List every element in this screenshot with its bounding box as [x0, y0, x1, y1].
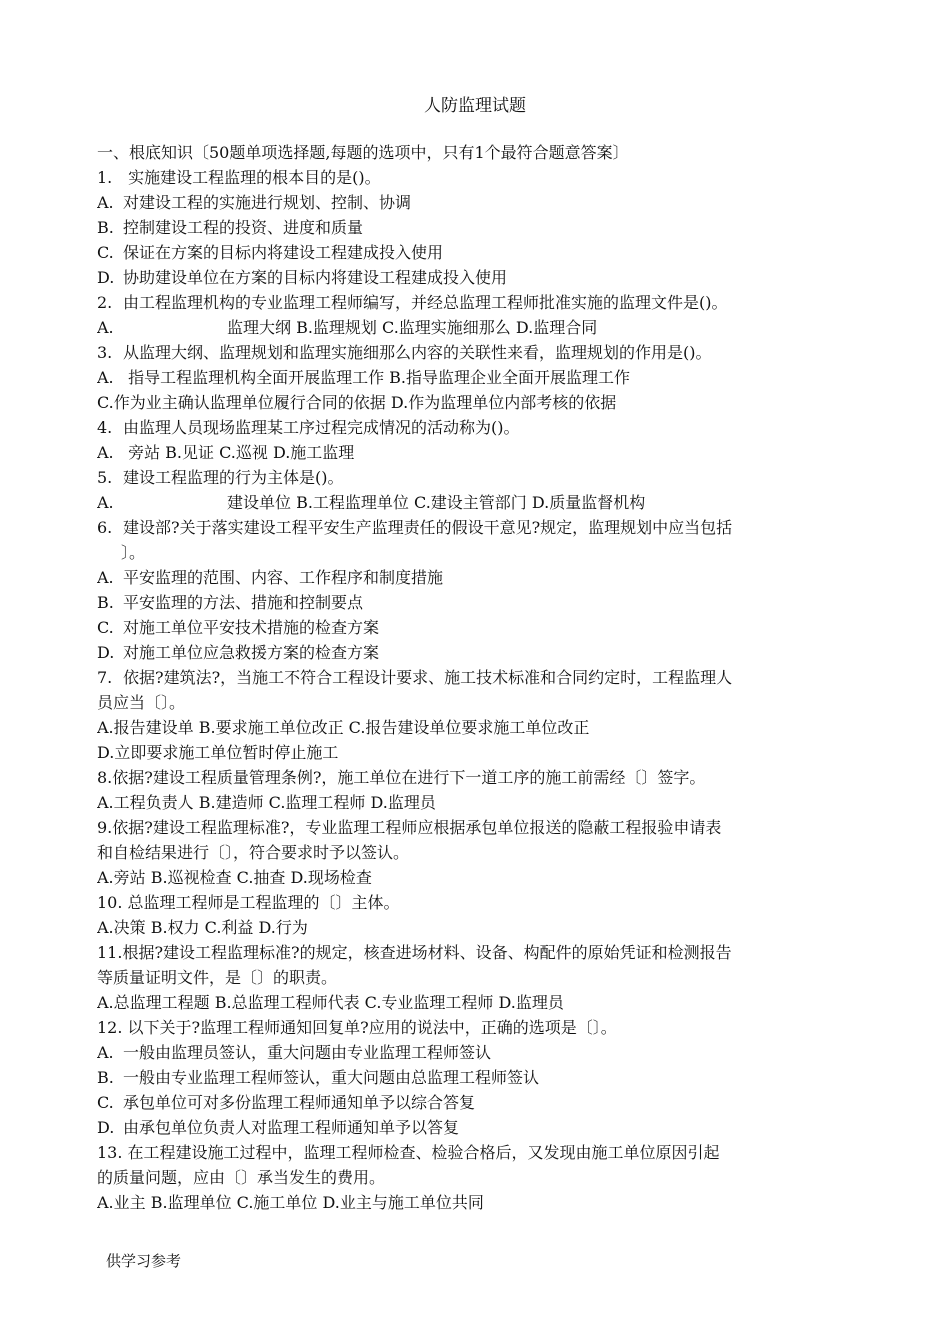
- text-line: [97, 490, 857, 515]
- text-line: [97, 815, 857, 840]
- line-text: 建设单位 B.工程监理单位 C.建设主管部门 D.质量监督机构: [227, 493, 646, 512]
- line-marker: B.: [97, 1068, 114, 1087]
- text-line: [97, 340, 857, 365]
- line-text: 和自检结果进行〔〕，符合要求时予以签认。: [97, 843, 410, 862]
- line-text: 12. 以下关于?监理工程师通知回复单?应用的说法中，正确的选项是〔〕。: [97, 1018, 617, 1037]
- line-text: 建设工程监理的行为主体是()。: [123, 468, 344, 487]
- line-text: 对施工单位应急救援方案的检查方案: [123, 643, 380, 662]
- text-line: [97, 240, 857, 265]
- text-line: [97, 515, 857, 540]
- question-list: [97, 165, 857, 1215]
- line-text: 指导工程监理机构全面开展监理工作 B.指导监理企业全面开展监理工作: [123, 368, 631, 387]
- line-text: 的质量问题，应由〔〕承当发生的费用。: [97, 1168, 386, 1187]
- line-text: 控制建设工程的投资、进度和质量: [123, 218, 364, 237]
- text-line: [97, 315, 857, 340]
- text-line: [97, 715, 857, 740]
- text-line: [97, 890, 857, 915]
- line-marker: 1.: [97, 168, 113, 187]
- text-line: [97, 940, 857, 965]
- text-line: [97, 740, 857, 765]
- line-text: A.旁站 B.巡视检查 C.抽查 D.现场检查: [97, 868, 372, 887]
- line-text: A.业主 B.监理单位 C.施工单位 D.业主与施工单位共同: [97, 1193, 484, 1212]
- line-marker: 3.: [97, 343, 113, 362]
- line-text: 9.依据?建设工程监理标准?，专业监理工程师应根据承包单位报送的隐蔽工程报验申请表: [97, 818, 722, 837]
- line-marker: A.: [97, 443, 114, 462]
- page-footer: 供学习参考: [106, 1252, 182, 1270]
- line-text: 等质量证明文件，是〔〕的职责。: [97, 968, 338, 987]
- line-marker: D.: [97, 268, 115, 287]
- line-marker: D.: [97, 1118, 115, 1137]
- document-title: 人防监理试题: [424, 96, 526, 116]
- line-text: 10. 总监理工程师是工程监理的〔〕主体。: [97, 893, 400, 912]
- line-marker: A.: [97, 568, 114, 587]
- line-text: 依据?建筑法?，当施工不符合工程设计要求、施工技术标准和合同约定时，工程监理人: [123, 668, 733, 687]
- line-text: 从监理大纲、监理规划和监理实施细那么内容的关联性来看，监理规划的作用是()。: [123, 343, 712, 362]
- text-line: [97, 365, 857, 390]
- line-text: A.报告建设单 B.要求施工单位改正 C.报告建设单位要求施工单位改正: [97, 718, 590, 737]
- line-text: 13. 在工程建设施工过程中，监理工程师检查、检验合格后，又发现由施工单位原因引起: [97, 1143, 720, 1162]
- text-line: [97, 1115, 857, 1140]
- text-line: [97, 1165, 857, 1190]
- line-text: 〕。: [121, 543, 146, 562]
- text-line: [97, 415, 857, 440]
- line-marker: 5.: [97, 468, 113, 487]
- line-marker: C.: [97, 243, 114, 262]
- text-line: [97, 565, 857, 590]
- text-line: [97, 1090, 857, 1115]
- line-marker: 4.: [97, 418, 113, 437]
- line-text: A.总监理工程题 B.总监理工程师代表 C.专业监理工程师 D.监理员: [97, 993, 564, 1012]
- line-text: 员应当〔〕。: [97, 693, 186, 712]
- line-text: 11.根据?建设工程监理标准?的规定，核查进场材料、设备、构配件的原始凭证和检测报告: [97, 943, 732, 962]
- line-text: 建设部?关于落实建设工程平安生产监理责任的假设干意见?规定，监理规划中应当包括: [123, 518, 733, 537]
- text-line: [97, 690, 857, 715]
- line-marker: A.: [97, 193, 114, 212]
- line-marker: A.: [97, 493, 114, 512]
- line-text: 由监理人员现场监理某工序过程完成情况的活动称为()。: [123, 418, 520, 437]
- line-marker: B.: [97, 218, 114, 237]
- section-heading: 一、根底知识〔50题单项选择题,每题的选项中，只有1个最符合题意答案〕: [97, 143, 629, 162]
- line-marker: D.: [97, 643, 115, 662]
- text-line: [97, 215, 857, 240]
- line-text: 保证在方案的目标内将建设工程建成投入使用: [123, 243, 444, 262]
- text-line: [97, 665, 857, 690]
- line-marker: B.: [97, 593, 114, 612]
- line-text: 8.依据?建设工程质量管理条例?，施工单位在进行下一道工序的施工前需经〔〕签字。: [97, 768, 706, 787]
- line-text: 对建设工程的实施进行规划、控制、协调: [123, 193, 412, 212]
- line-text: 由工程监理机构的专业监理工程师编写，并经总监理工程师批准实施的监理文件是()。: [123, 293, 728, 312]
- line-text: D.立即要求施工单位暂时停止施工: [97, 743, 339, 762]
- text-line: [97, 1140, 857, 1165]
- text-line: [97, 990, 857, 1015]
- text-line: [97, 840, 857, 865]
- line-marker: A.: [97, 1043, 114, 1062]
- text-line: [97, 1015, 857, 1040]
- line-marker: C.: [97, 1093, 114, 1112]
- text-line: [97, 1040, 857, 1065]
- text-line: [97, 640, 857, 665]
- line-text: A.工程负责人 B.建造师 C.监理工程师 D.监理员: [97, 793, 436, 812]
- text-line: [97, 615, 857, 640]
- line-text: 一般由监理员签认，重大问题由专业监理工程师签认: [123, 1043, 492, 1062]
- line-marker: 2.: [97, 293, 113, 312]
- text-line: [97, 540, 857, 565]
- line-text: 协助建设单位在方案的目标内将建设工程建成投入使用: [123, 268, 508, 287]
- text-line: [97, 765, 857, 790]
- line-text: 对施工单位平安技术措施的检查方案: [123, 618, 380, 637]
- document-body: [97, 140, 857, 1215]
- line-marker: 6.: [97, 518, 113, 537]
- line-text: 一般由专业监理工程师签认，重大问题由总监理工程师签认: [123, 1068, 540, 1087]
- text-line: [97, 1065, 857, 1090]
- text-line: [97, 190, 857, 215]
- line-text: 由承包单位负责人对监理工程师通知单予以答复: [123, 1118, 460, 1137]
- text-line: [97, 390, 857, 415]
- text-line: [97, 290, 857, 315]
- text-line: [97, 915, 857, 940]
- line-text: C.作为业主确认监理单位履行合同的依据 D.作为监理单位内部考核的依据: [97, 393, 617, 412]
- line-marker: C.: [97, 618, 114, 637]
- line-text: 实施建设工程监理的根本目的是()。: [123, 168, 381, 187]
- line-marker: A.: [97, 318, 114, 337]
- text-line: [97, 440, 857, 465]
- line-text: 平安监理的方法、措施和控制要点: [123, 593, 364, 612]
- line-text: A.决策 B.权力 C.利益 D.行为: [97, 918, 308, 937]
- line-text: 监理大纲 B.监理规划 C.监理实施细那么 D.监理合同: [227, 318, 598, 337]
- text-line: [97, 965, 857, 990]
- line-marker: A.: [97, 368, 114, 387]
- text-line: [97, 865, 857, 890]
- line-text: 承包单位可对多份监理工程师通知单予以综合答复: [123, 1093, 476, 1112]
- text-line: [97, 1190, 857, 1215]
- text-line: [97, 790, 857, 815]
- text-line: [97, 165, 857, 190]
- line-text: 旁站 B.见证 C.巡视 D.施工监理: [123, 443, 355, 462]
- text-line: [97, 590, 857, 615]
- text-line: [97, 265, 857, 290]
- text-line: [97, 465, 857, 490]
- line-marker: 7.: [97, 668, 113, 687]
- line-text: 平安监理的范围、内容、工作程序和制度措施: [123, 568, 444, 587]
